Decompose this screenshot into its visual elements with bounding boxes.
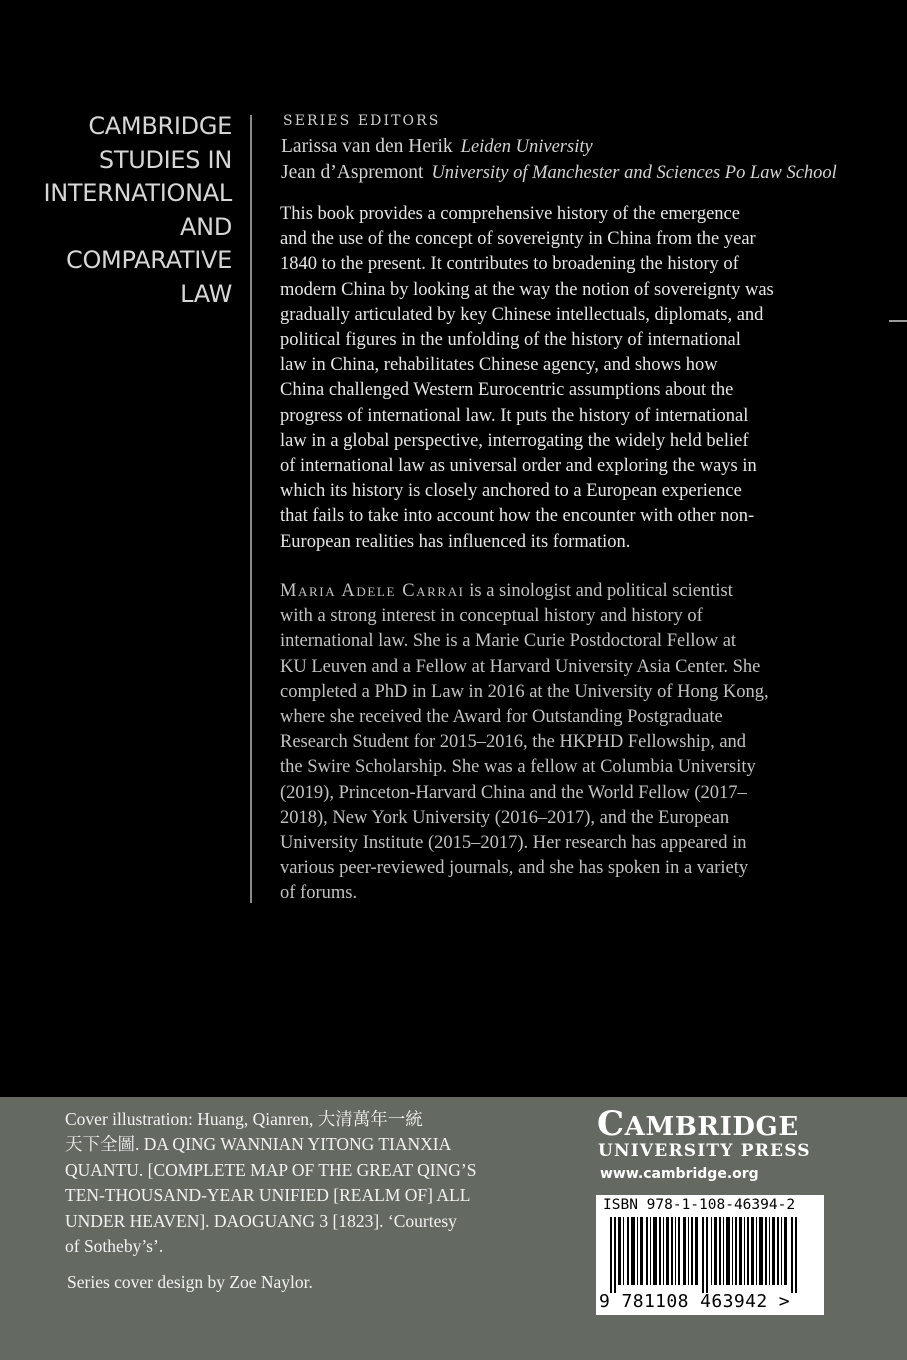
blurb-line: China challenged Western Eurocentric assumptions about the xyxy=(280,380,734,401)
bio-line: Research Student for 2015–2016, the HKPHD Fellowship, and xyxy=(280,732,747,753)
isbn-label: ISBN 978-1-108-46394-2 xyxy=(603,1197,796,1213)
credit-line: 天下全圖. DA QING WANNIAN YITONG TIANXIA xyxy=(65,1134,452,1155)
blurb-line: and the use of the concept of sovereignty in China from the year xyxy=(280,229,756,250)
series-title-line: STUDIES IN xyxy=(98,145,232,174)
credit-line: TEN-THOUSAND-YEAR UNIFIED [REALM OF] ALL xyxy=(65,1185,471,1206)
series-editor xyxy=(281,162,837,184)
blurb-line: that fails to take into account how the encounter with other non- xyxy=(280,506,755,527)
bio-text: is a sinologist and political scientist xyxy=(464,581,733,601)
blurb-line: law in a global perspective, interrogating the widely held belief xyxy=(280,430,749,451)
credit-line: Cover illustration: Huang, Qianren, 大清萬年一統 xyxy=(65,1109,423,1129)
series-title-line: LAW xyxy=(180,279,232,308)
book-blurb xyxy=(280,202,860,555)
bio-line: University Institute (2015–2017). Her research has appeared in xyxy=(280,833,747,854)
bio-line: international law. She is a Marie Curie Postdoctoral Fellow at xyxy=(280,631,737,652)
bio-line: 2018), New York University (2016–2017), and the European xyxy=(280,807,730,828)
author-name: Maria Adele Carrai xyxy=(280,581,465,601)
credit-line: of Sotheby’s’. xyxy=(65,1236,164,1257)
publisher-subname: UNIVERSITY PRESS xyxy=(598,1141,811,1161)
publisher-url: www.cambridge.org xyxy=(600,1166,759,1182)
publisher-name-rest: AMBRIDGE xyxy=(624,1112,799,1142)
bio-line: where she received the Award for Outstanding Postgraduate xyxy=(280,707,723,728)
bio-line: the Swire Scholarship. She was a fellow at Columbia University xyxy=(280,757,756,778)
series-title-line: CAMBRIDGE xyxy=(88,112,232,140)
bio-line xyxy=(280,579,860,604)
bio-line: KU Leuven and a Fellow at Harvard University Asia Center. She xyxy=(280,656,761,677)
editor-name: Jean d’Aspremont xyxy=(281,162,424,183)
bio-line: various peer-reviewed journals, and she has spoken in a variety xyxy=(280,858,749,879)
barcode-bars xyxy=(604,1217,816,1293)
blurb-line: modern China by looking at the way the notion of sovereignty was xyxy=(280,279,774,300)
credit-line: UNDER HEAVEN]. DAOGUANG 3 [1823]. ‘Courtesy xyxy=(65,1210,457,1231)
editor-affiliation: University of Manchester and Sciences Po Law School xyxy=(431,163,837,183)
blurb-line: gradually articulated by key Chinese intellectuals, diplomats, and xyxy=(280,304,764,325)
bio-line: of forums. xyxy=(280,883,358,904)
author-bio xyxy=(280,579,860,907)
bio-line: completed a PhD in Law in 2016 at the University of Hong Kong, xyxy=(280,681,769,702)
series-editor xyxy=(281,136,593,158)
isbn-barcode xyxy=(596,1195,824,1315)
bio-line: with a strong interest in conceptual history and history of xyxy=(280,606,703,627)
blurb-line: This book provides a comprehensive history of the emergence xyxy=(280,204,740,224)
series-title-line: COMPARATIVE xyxy=(66,246,232,275)
blurb-line: European realities has influenced its formation. xyxy=(280,531,631,552)
editor-name: Larissa van den Herik xyxy=(281,136,453,157)
blurb-line: of international law as universal order and exploring the ways in xyxy=(280,456,757,477)
publisher-logo-name: CAMBRIDGE xyxy=(597,1104,799,1144)
blurb-line: political figures in the unfolding of the history of international xyxy=(280,330,741,351)
credit-line: QUANTU. [COMPLETE MAP OF THE GREAT QING’S xyxy=(65,1159,477,1180)
series-editors-heading: SERIES EDITORS xyxy=(283,113,441,129)
edge-tick-mark xyxy=(889,320,907,322)
blurb-line: law in China, rehabilitates Chinese agency, and shows how xyxy=(280,355,718,376)
bio-line: (2019), Princeton-Harvard China and the World Fellow (2017– xyxy=(280,782,747,803)
barcode-digits: 9 781108 463942 > xyxy=(599,1291,791,1312)
blurb-line: which its history is closely anchored to a European experience xyxy=(280,481,742,502)
blurb-line: progress of international law. It puts the history of international xyxy=(280,405,749,426)
series-title-line: INTERNATIONAL xyxy=(43,179,232,208)
series-title xyxy=(40,110,232,312)
series-design-credit: Series cover design by Zoe Naylor. xyxy=(67,1272,313,1292)
cover-illustration-credit xyxy=(65,1107,535,1259)
vertical-divider xyxy=(250,115,252,903)
editor-affiliation: Leiden University xyxy=(460,137,593,157)
series-title-line: AND xyxy=(180,212,232,241)
blurb-line: 1840 to the present. It contributes to broadening the history of xyxy=(280,254,739,275)
